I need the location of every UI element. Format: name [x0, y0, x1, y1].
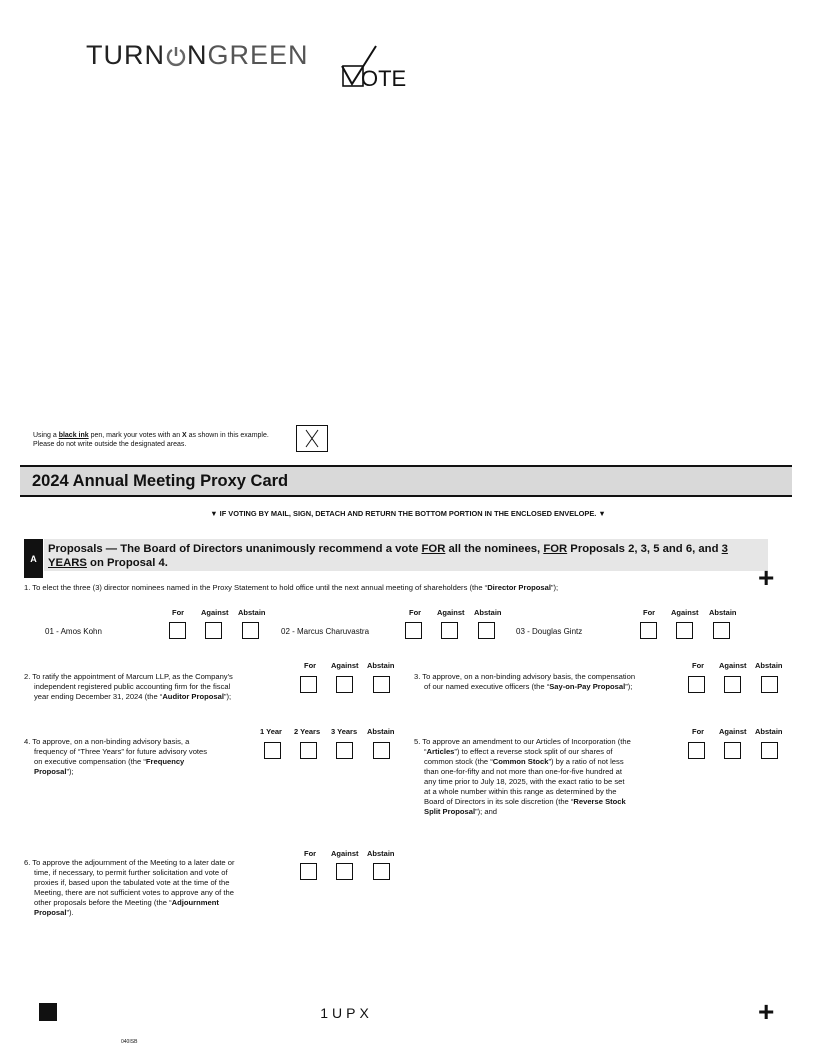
nominee-2-abstain-checkbox[interactable]	[478, 622, 495, 639]
example-mark-box	[296, 425, 328, 452]
p6-abstain-label: Abstain	[367, 849, 395, 858]
nominee1-for-label: For	[172, 608, 185, 617]
p4-two-years-label: 2 Years	[294, 727, 321, 736]
nominee1-abstain-label: Abstain	[238, 608, 266, 617]
logo-on-letter: N	[187, 40, 208, 70]
nominee2-for-label: For	[409, 608, 422, 617]
nominee2-abstain-label: Abstain	[474, 608, 502, 617]
proposal-2-for-checkbox[interactable]	[300, 676, 317, 693]
logo-green: GREEN	[207, 40, 309, 70]
form-code: 1UPX	[320, 1005, 373, 1021]
detach-instruction: ▼ IF VOTING BY MAIL, SIGN, DETACH AND RETURN THE BOTTOM PORTION IN THE ENCLOSED ENVELOPE. ▼	[210, 509, 606, 518]
nominee-3-against-checkbox[interactable]	[676, 622, 693, 639]
nominee-1-against-checkbox[interactable]	[205, 622, 222, 639]
proposal-4-text: 4. To approve, on a non-binding advisory basis, a frequency of “Three Years” for future advisory votes on executive compensation (the “Frequency Proposal”);	[24, 737, 208, 776]
nominee-1-abstain-checkbox[interactable]	[242, 622, 259, 639]
p4-three-years-label: 3 Years	[331, 727, 358, 736]
p5-against-label: Against	[719, 727, 747, 736]
p5-for-label: For	[692, 727, 705, 736]
registration-plus-top: +	[758, 562, 775, 593]
proposal-4-abstain-checkbox[interactable]	[373, 742, 390, 759]
proposal-4-one-year-checkbox[interactable]	[264, 742, 281, 759]
turnongreen-logo	[86, 40, 309, 71]
nominee-1: 01 - Amos Kohn	[45, 627, 102, 636]
proposal-6-for-checkbox[interactable]	[300, 863, 317, 880]
proposal-3-abstain-checkbox[interactable]	[761, 676, 778, 693]
proposal-4-two-years-checkbox[interactable]	[300, 742, 317, 759]
p3-abstain-label: Abstain	[755, 661, 783, 670]
proposal-2-abstain-checkbox[interactable]	[373, 676, 390, 693]
proposal-5-text: 5. To approve an amendment to our Articles of Incorporation (the “Articles”) to effect a reverse stock split of our shares of common stock (the “Common Stock”) by a ratio of not less than one-for-fifty and not more than one-for-five hundred at any time prior to July 18, 2025, with the exact ratio to be set at a whole number within this range as determined by the Board of Directors in its sole discretion (the “Reverse Stock Split Proposal”); and	[414, 737, 631, 816]
proposal-2-text: 2. To ratify the appointment of Marcum LLP, as the Company's independent registered public accounting firm for the fiscal year ending December 31, 2024 (the “Auditor Proposal”);	[24, 672, 233, 701]
p2-against-label: Against	[331, 661, 359, 670]
proposal-3-text: 3. To approve, on a non-binding advisory basis, the compensation of our named executive officers (the “Say-on-Pay Proposal”);	[414, 672, 636, 691]
nominee3-against-label: Against	[671, 608, 699, 617]
p3-against-label: Against	[719, 661, 747, 670]
proposal-4-three-years-checkbox[interactable]	[336, 742, 353, 759]
p2-for-label: For	[304, 661, 317, 670]
logo-turn: TURN	[86, 40, 165, 70]
p4-abstain-label: Abstain	[367, 727, 395, 736]
proposal-2-against-checkbox[interactable]	[336, 676, 353, 693]
small-form-code: 040ISB	[121, 1039, 138, 1045]
registration-plus-bottom: +	[758, 996, 775, 1027]
section-heading: Proposals — The Board of Directors unanimously recommend a vote FOR all the nominees, FOR Proposals 2, 3, 5 and 6, and 3 YEARS on Proposal 4.	[48, 543, 728, 569]
nominee3-for-label: For	[643, 608, 656, 617]
nominee-3-abstain-checkbox[interactable]	[713, 622, 730, 639]
nominee-2-against-checkbox[interactable]	[441, 622, 458, 639]
proposal-6-against-checkbox[interactable]	[336, 863, 353, 880]
p2-abstain-label: Abstain	[367, 661, 395, 670]
proposal-5-against-checkbox[interactable]	[724, 742, 741, 759]
logo-vote-text: OTE	[361, 66, 407, 91]
page-title: 2024 Annual Meeting Proxy Card	[32, 472, 289, 490]
p4-one-year-label: 1 Year	[260, 727, 282, 736]
proposal-6-text: 6. To approve the adjournment of the Meeting to a later date or time, if necessary, to permit further solicitation and vote of proxies if, based upon the tabulated vote at the time of the Meeting, there are not sufficient votes to approve any of the other proposals before the Meeting (the “Adjournment Proposal”).	[24, 858, 235, 917]
nominee-2-for-checkbox[interactable]	[405, 622, 422, 639]
nominee-2: 02 - Marcus Charuvastra	[281, 627, 370, 636]
nominee2-against-label: Against	[437, 608, 465, 617]
p3-for-label: For	[692, 661, 705, 670]
marking-instructions: Using a black ink pen, mark your votes with an X as shown in this example. Please do not write outside the designated areas.	[33, 432, 269, 448]
p6-against-label: Against	[331, 849, 359, 858]
nominee1-against-label: Against	[201, 608, 229, 617]
proposal-5-for-checkbox[interactable]	[688, 742, 705, 759]
p5-abstain-label: Abstain	[755, 727, 783, 736]
nominee3-abstain-label: Abstain	[709, 608, 737, 617]
section-badge: A	[24, 539, 43, 578]
nominee-3: 03 - Douglas Gintz	[516, 627, 583, 636]
proposal-3-for-checkbox[interactable]	[688, 676, 705, 693]
proposal-6-abstain-checkbox[interactable]	[373, 863, 390, 880]
proposal-1-text: 1. To elect the three (3) director nominees named in the Proxy Statement to hold office until the next annual meeting of shareholders (the “Director Proposal”);	[24, 583, 559, 592]
power-icon	[165, 45, 187, 67]
nominee-3-for-checkbox[interactable]	[640, 622, 657, 639]
x-mark-icon	[297, 426, 327, 451]
nominee-1-for-checkbox[interactable]	[169, 622, 186, 639]
proposal-3-against-checkbox[interactable]	[724, 676, 741, 693]
proposal-5-abstain-checkbox[interactable]	[761, 742, 778, 759]
p6-for-label: For	[304, 849, 317, 858]
